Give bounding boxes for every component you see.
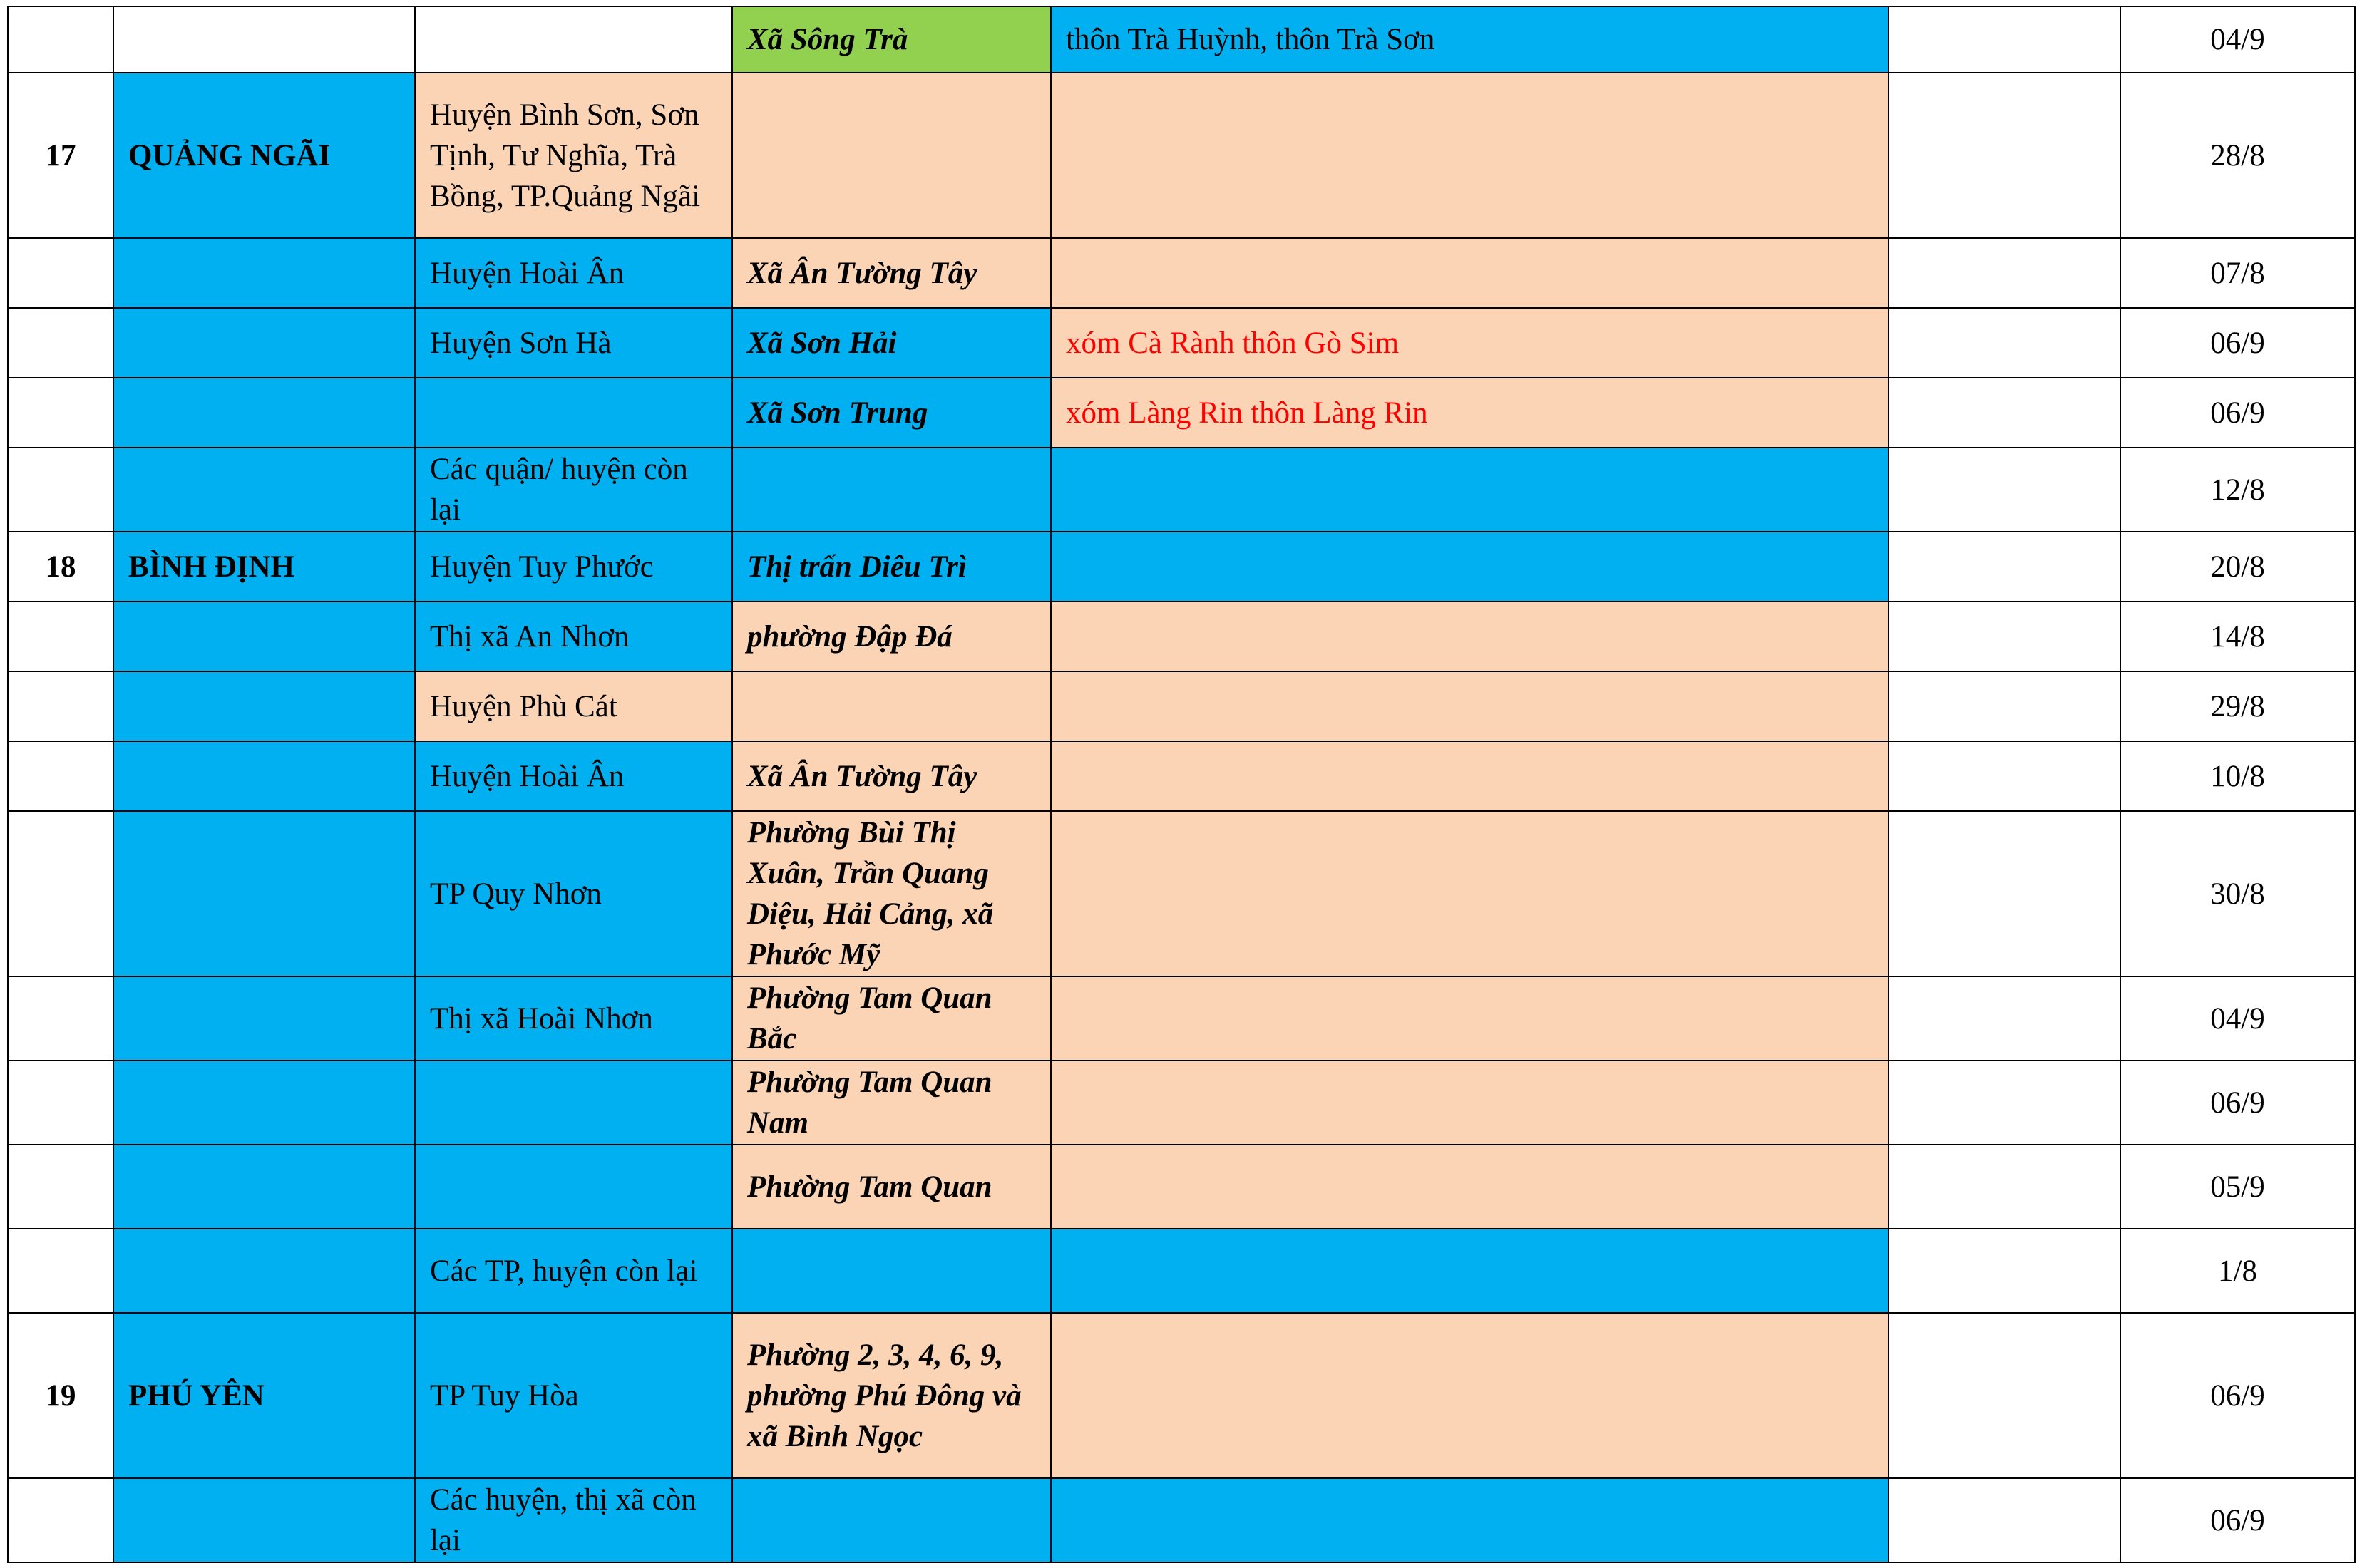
province-cell — [113, 308, 415, 378]
hamlet-cell — [1051, 976, 1889, 1061]
table-row — [8, 308, 2355, 378]
ward-cell: Phường Tam Quan Nam — [732, 1061, 1051, 1145]
table-row — [8, 976, 2355, 1061]
ward-cell — [732, 448, 1051, 532]
table-row — [8, 1145, 2355, 1229]
note-cell — [1889, 73, 2120, 238]
note-cell — [1889, 602, 2120, 671]
note-cell — [1889, 1229, 2120, 1313]
table-row — [8, 671, 2355, 741]
province-cell — [113, 976, 415, 1061]
table-row — [8, 6, 2355, 73]
hamlet-cell — [1051, 602, 1889, 671]
province-cell — [113, 741, 415, 811]
table-row — [8, 73, 2355, 238]
hamlet-cell — [1051, 811, 1889, 976]
date-cell: 06/9 — [2120, 1061, 2355, 1145]
ward-cell: Phường Bùi Thị Xuân, Trần Quang Diệu, Hải Cảng, xã Phước Mỹ — [732, 811, 1051, 976]
province-cell — [113, 602, 415, 671]
district-cell: Thị xã Hoài Nhơn — [415, 976, 732, 1061]
date-cell: 06/9 — [2120, 1478, 2355, 1562]
note-cell — [1889, 1145, 2120, 1229]
table-row — [8, 1478, 2355, 1562]
province-cell — [113, 378, 415, 448]
covid-zone-table — [7, 6, 2356, 1563]
hamlet-cell — [1051, 671, 1889, 741]
table-row — [8, 532, 2355, 602]
row-number: 17 — [8, 73, 113, 238]
district-cell: Huyện Sơn Hà — [415, 308, 732, 378]
date-cell: 30/8 — [2120, 811, 2355, 976]
table-row — [8, 602, 2355, 671]
province-cell: QUẢNG NGÃI — [113, 73, 415, 238]
note-cell — [1889, 448, 2120, 532]
ward-cell: Phường 2, 3, 4, 6, 9, phường Phú Đông và xã Bình Ngọc — [732, 1313, 1051, 1478]
note-cell — [1889, 1478, 2120, 1562]
table-row — [8, 1229, 2355, 1313]
province-cell — [113, 6, 415, 73]
hamlet-cell — [1051, 73, 1889, 238]
date-cell: 04/9 — [2120, 976, 2355, 1061]
district-cell: Huyện Bình Sơn, Sơn Tịnh, Tư Nghĩa, Trà Bồng, TP.Quảng Ngãi — [415, 73, 732, 238]
district-cell: Thị xã An Nhơn — [415, 602, 732, 671]
district-cell: Huyện Phù Cát — [415, 671, 732, 741]
date-cell: 10/8 — [2120, 741, 2355, 811]
table-row — [8, 448, 2355, 532]
date-cell: 07/8 — [2120, 238, 2355, 308]
hamlet-cell — [1051, 238, 1889, 308]
table-row — [8, 741, 2355, 811]
ward-cell — [732, 73, 1051, 238]
province-cell — [113, 1478, 415, 1562]
hamlet-cell: xóm Cà Rành thôn Gò Sim — [1051, 308, 1889, 378]
ward-cell: Thị trấn Diêu Trì — [732, 532, 1051, 602]
row-number — [8, 1145, 113, 1229]
province-cell — [113, 1145, 415, 1229]
date-cell: 06/9 — [2120, 1313, 2355, 1478]
district-cell: Huyện Hoài Ân — [415, 741, 732, 811]
note-cell — [1889, 378, 2120, 448]
district-cell: Các quận/ huyện còn lại — [415, 448, 732, 532]
row-number: 18 — [8, 532, 113, 602]
hamlet-cell: thôn Trà Huỳnh, thôn Trà Sơn — [1051, 6, 1889, 73]
row-number — [8, 238, 113, 308]
province-cell: PHÚ YÊN — [113, 1313, 415, 1478]
row-number: 19 — [8, 1313, 113, 1478]
hamlet-cell — [1051, 1313, 1889, 1478]
row-number — [8, 811, 113, 976]
hamlet-cell — [1051, 1145, 1889, 1229]
note-cell — [1889, 811, 2120, 976]
ward-cell — [732, 1229, 1051, 1313]
hamlet-cell — [1051, 532, 1889, 602]
hamlet-cell — [1051, 1478, 1889, 1562]
province-cell — [113, 671, 415, 741]
hamlet-cell — [1051, 1061, 1889, 1145]
row-number — [8, 1061, 113, 1145]
district-cell: TP Quy Nhơn — [415, 811, 732, 976]
province-cell — [113, 811, 415, 976]
hamlet-cell: xóm Làng Rin thôn Làng Rin — [1051, 378, 1889, 448]
province-cell — [113, 1229, 415, 1313]
row-number — [8, 976, 113, 1061]
ward-cell: Xã Sơn Hải — [732, 308, 1051, 378]
district-cell — [415, 1061, 732, 1145]
row-number — [8, 6, 113, 73]
ward-cell — [732, 1478, 1051, 1562]
date-cell: 14/8 — [2120, 602, 2355, 671]
ward-cell: Xã Ân Tường Tây — [732, 238, 1051, 308]
table-row — [8, 811, 2355, 976]
note-cell — [1889, 976, 2120, 1061]
district-cell — [415, 6, 732, 73]
ward-cell: Xã Sông Trà — [732, 6, 1051, 73]
ward-cell: Xã Sơn Trung — [732, 378, 1051, 448]
date-cell: 12/8 — [2120, 448, 2355, 532]
row-number — [8, 602, 113, 671]
province-cell: BÌNH ĐỊNH — [113, 532, 415, 602]
table-row — [8, 238, 2355, 308]
province-cell — [113, 448, 415, 532]
district-cell: Huyện Tuy Phước — [415, 532, 732, 602]
row-number — [8, 308, 113, 378]
table-row — [8, 1313, 2355, 1478]
row-number — [8, 741, 113, 811]
ward-cell — [732, 671, 1051, 741]
district-cell — [415, 378, 732, 448]
province-cell — [113, 1061, 415, 1145]
date-cell: 05/9 — [2120, 1145, 2355, 1229]
district-cell: Các huyện, thị xã còn lại — [415, 1478, 732, 1562]
district-cell — [415, 1145, 732, 1229]
note-cell — [1889, 238, 2120, 308]
hamlet-cell — [1051, 1229, 1889, 1313]
row-number — [8, 1478, 113, 1562]
date-cell: 28/8 — [2120, 73, 2355, 238]
ward-cell: Xã Ân Tường Tây — [732, 741, 1051, 811]
note-cell — [1889, 1313, 2120, 1478]
date-cell: 29/8 — [2120, 671, 2355, 741]
note-cell — [1889, 741, 2120, 811]
date-cell: 06/9 — [2120, 378, 2355, 448]
row-number — [8, 1229, 113, 1313]
note-cell — [1889, 532, 2120, 602]
note-cell — [1889, 1061, 2120, 1145]
row-number — [8, 378, 113, 448]
district-cell: TP Tuy Hòa — [415, 1313, 732, 1478]
note-cell — [1889, 308, 2120, 378]
hamlet-cell — [1051, 741, 1889, 811]
date-cell: 06/9 — [2120, 308, 2355, 378]
date-cell: 20/8 — [2120, 532, 2355, 602]
table-row — [8, 1061, 2355, 1145]
district-cell: Huyện Hoài Ân — [415, 238, 732, 308]
note-cell — [1889, 671, 2120, 741]
row-number — [8, 448, 113, 532]
ward-cell: Phường Tam Quan Bắc — [732, 976, 1051, 1061]
ward-cell: phường Đập Đá — [732, 602, 1051, 671]
hamlet-cell — [1051, 448, 1889, 532]
note-cell — [1889, 6, 2120, 73]
row-number — [8, 671, 113, 741]
date-cell: 1/8 — [2120, 1229, 2355, 1313]
date-cell: 04/9 — [2120, 6, 2355, 73]
ward-cell: Phường Tam Quan — [732, 1145, 1051, 1229]
district-cell: Các TP, huyện còn lại — [415, 1229, 732, 1313]
table-row — [8, 378, 2355, 448]
province-cell — [113, 238, 415, 308]
table-body — [8, 6, 2355, 1562]
